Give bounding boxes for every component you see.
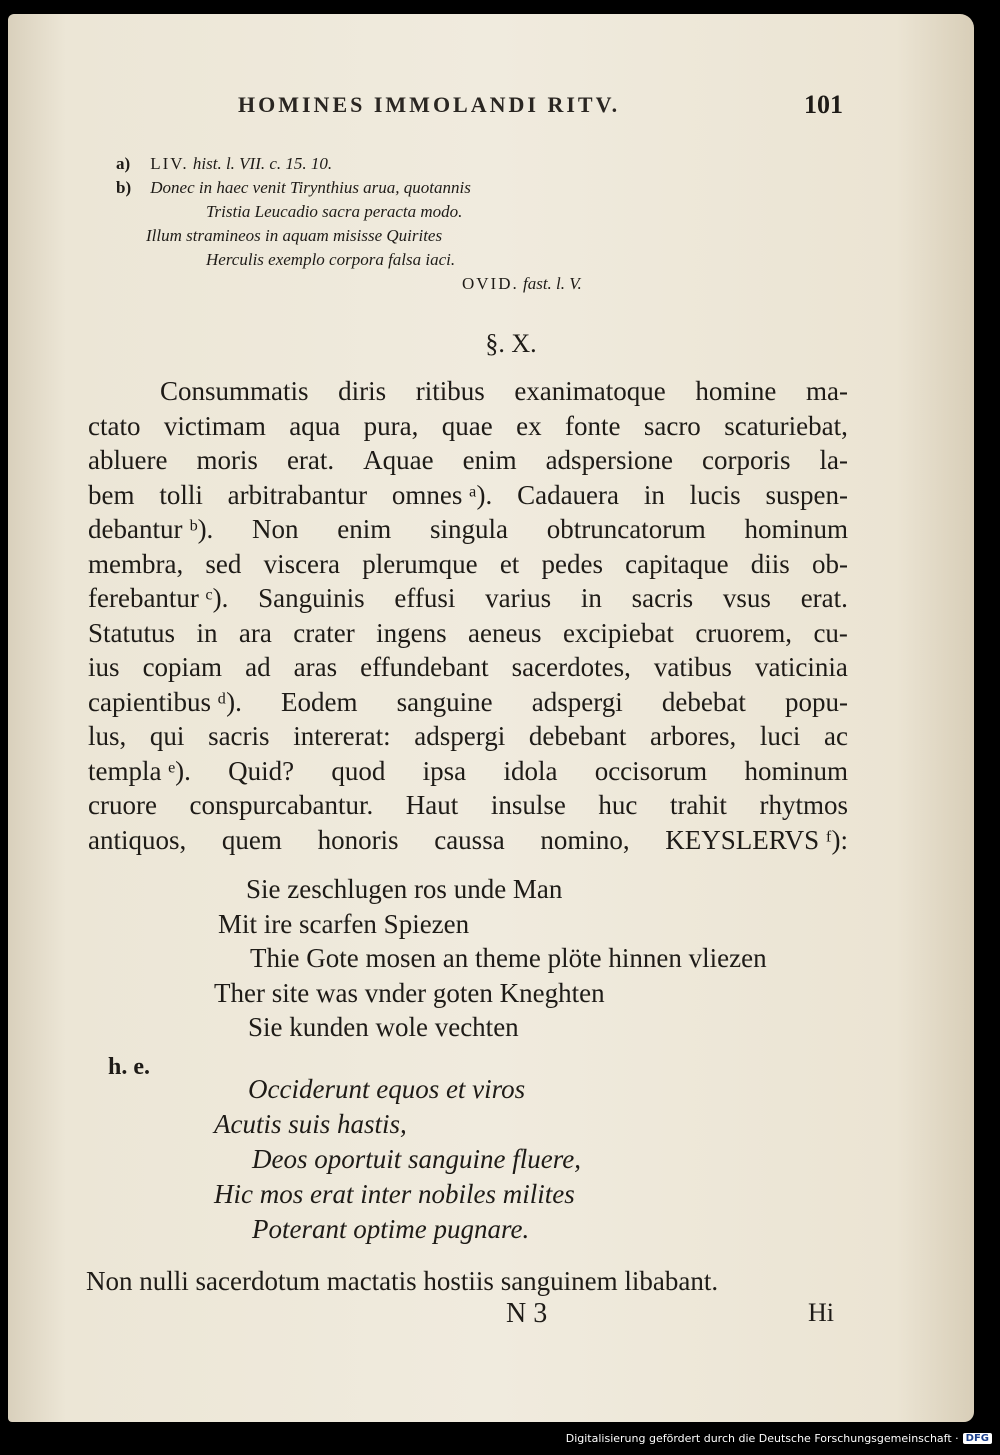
word: crater — [293, 617, 355, 648]
catchword: Hi — [808, 1298, 834, 1327]
footnote-reference: fast. l. V. — [523, 274, 582, 293]
word: KEYSLERVS ᶠ): — [665, 824, 848, 855]
word: debebat — [661, 686, 746, 717]
word: nomino, — [540, 824, 630, 855]
word: suspen- — [765, 479, 848, 510]
word: caussa — [434, 824, 505, 855]
body-line — [88, 754, 848, 789]
word: Sanguinis — [258, 583, 365, 613]
word: cruorem, — [695, 617, 793, 648]
word: aras — [293, 652, 338, 682]
word: cu- — [813, 617, 848, 648]
word: et — [499, 548, 520, 579]
word: Eodem — [281, 686, 358, 717]
word: varius — [485, 583, 552, 613]
word: copiam — [142, 652, 223, 682]
word: Consummatis — [160, 376, 309, 406]
word: Haut — [405, 790, 459, 820]
footnote-b — [116, 176, 676, 200]
word: vatibus — [653, 652, 732, 682]
word: ob- — [811, 548, 848, 579]
signature-mark: N 3 — [506, 1298, 548, 1329]
word: adspergi — [414, 721, 506, 751]
section-title: §. X. — [485, 329, 537, 358]
footnote-line: Donec in haec venit Tirynthius arua, quotannis — [150, 178, 471, 197]
word: vaticinia — [754, 652, 848, 682]
word: Aquae — [363, 445, 434, 475]
word: plerumque — [362, 548, 478, 579]
word: qui — [149, 721, 185, 751]
word: in — [580, 583, 602, 613]
word: insulse — [490, 790, 566, 820]
word: homine — [695, 376, 777, 406]
footnote-line: Herculis exemplo corpora falsa iaci. — [206, 250, 456, 269]
verse-line: Sie zeschlugen ros unde Man — [246, 874, 563, 904]
footnote-line: Tristia Leucadio sacra peracta modo. — [206, 202, 463, 221]
verse-line: Acutis suis hastis, — [214, 1109, 407, 1139]
body-line — [88, 374, 848, 409]
word: arbores, — [650, 721, 737, 751]
word: hominum — [744, 755, 848, 786]
word: in — [643, 479, 665, 510]
word: exanimatoque — [514, 376, 666, 406]
word: aqua — [289, 410, 341, 441]
word: membra, — [88, 548, 184, 579]
word: Statutus — [88, 617, 176, 648]
word: trahit — [669, 790, 727, 820]
word: sacris — [631, 583, 694, 613]
body-line — [88, 788, 848, 823]
word: cruore — [88, 790, 157, 820]
body-line — [88, 581, 848, 616]
word: debantur ᵇ). — [88, 514, 214, 544]
word: ctato — [88, 410, 141, 441]
word: scaturiebat, — [724, 410, 848, 441]
word: in — [196, 617, 218, 648]
body-line — [88, 823, 848, 858]
footnote-line: Illum stramineos in aquam misisse Quirites — [146, 226, 443, 245]
word: capitaque — [625, 548, 729, 579]
body-line — [88, 685, 848, 720]
footnote-author: OVID. — [462, 274, 519, 293]
body-line — [88, 650, 848, 685]
dfg-logo: DFG — [963, 1433, 992, 1444]
word: ritibus — [415, 376, 485, 406]
word: sanguine — [396, 686, 493, 717]
word: idola — [503, 755, 558, 786]
footnote-citation — [116, 272, 676, 296]
word: bem — [88, 479, 135, 510]
digitization-credit — [566, 1432, 992, 1445]
body-line — [88, 443, 848, 478]
word: hominum — [744, 514, 848, 544]
word: ex — [516, 410, 542, 441]
word: adspersione — [545, 445, 674, 475]
word: diris — [338, 376, 387, 406]
word: viscera — [263, 548, 341, 579]
word: tolli — [159, 479, 203, 510]
word: enim — [337, 514, 392, 544]
word: antiquos, — [88, 824, 187, 855]
body-line — [88, 409, 848, 444]
he-label: h. e. — [108, 1054, 150, 1080]
body-line — [88, 547, 848, 582]
word: quae — [441, 410, 493, 441]
word: diis — [750, 548, 790, 579]
verse-line: Sie kunden wole vechten — [248, 1012, 519, 1042]
verse-line: Hic mos erat inter nobiles milites — [214, 1179, 575, 1209]
closing-line: Non nulli sacerdotum mactatis hostiis sanguinem libabant. — [86, 1266, 719, 1296]
verse-line: Deos oportuit sanguine fluere, — [252, 1144, 581, 1174]
word: arbitrabantur — [227, 479, 368, 510]
body-line — [88, 478, 848, 513]
footnotes — [116, 152, 676, 296]
word: Quid? — [228, 755, 295, 786]
word: moris — [196, 445, 258, 475]
footnote-marker: a) — [116, 154, 131, 173]
word: effundebant — [360, 652, 489, 682]
verse-line: Ther site was vnder goten Kneghten — [214, 977, 605, 1008]
word: ma- — [805, 376, 848, 406]
word: abluere — [88, 445, 168, 475]
word: quem — [221, 824, 282, 855]
word: victimam — [163, 410, 266, 441]
word: popu- — [784, 686, 848, 717]
word: ara — [238, 617, 272, 648]
footnote-a — [116, 152, 676, 176]
verse-line: Thie Gote mosen an theme plöte hinnen vliezen — [250, 943, 767, 973]
body-paragraph — [88, 374, 848, 857]
word: sed — [205, 548, 242, 579]
word: capientibus ᵈ). — [88, 686, 242, 717]
word: sacro — [643, 410, 701, 441]
word: corporis — [702, 445, 791, 475]
body-line — [88, 719, 848, 754]
book-page — [8, 14, 974, 1422]
word: lus, — [88, 721, 127, 751]
word: intererat: — [293, 721, 391, 751]
verse-line: Poterant optime pugnare. — [252, 1214, 530, 1244]
verse-line: Occiderunt equos et viros — [248, 1074, 526, 1104]
page-number: 101 — [804, 90, 843, 119]
word: Non — [252, 514, 299, 544]
word: sacris — [208, 721, 270, 751]
word: aeneus — [468, 617, 542, 648]
word: pedes — [541, 548, 603, 579]
footnote-author: LIV. — [150, 154, 189, 173]
word: luci — [759, 721, 801, 751]
word: erat. — [800, 583, 848, 613]
footnote-marker: b) — [116, 178, 132, 197]
word: Cadauera — [517, 479, 620, 510]
word: ac — [824, 721, 848, 751]
word: adspergi — [531, 686, 623, 717]
word: ad — [245, 652, 271, 682]
word: ius — [88, 652, 120, 682]
word: lucis — [689, 479, 741, 510]
word: rhytmos — [759, 790, 848, 820]
word: debebant — [528, 721, 627, 751]
word: pura, — [363, 410, 419, 441]
word: fonte — [564, 410, 621, 441]
word: singula — [430, 514, 509, 544]
word: templa ᵉ). — [88, 755, 191, 786]
body-line — [88, 616, 848, 651]
footnote-reference: hist. l. VII. c. 15. 10. — [192, 154, 333, 173]
word: honoris — [317, 824, 399, 855]
word: obtruncatorum — [546, 514, 706, 544]
word: ipsa — [422, 755, 467, 786]
running-head: HOMINES IMMOLANDI RITV. — [238, 92, 621, 117]
credit-text: Digitalisierung gefördert durch die Deutsche Forschungsgemeinschaft · — [565, 1432, 959, 1445]
word: vsus — [722, 583, 771, 613]
word: huc — [598, 790, 638, 820]
word: quod — [331, 755, 386, 786]
word: ferebantur ᶜ). — [88, 583, 229, 613]
body-line — [88, 512, 848, 547]
word: erat. — [286, 445, 335, 475]
word: sacerdotes, — [511, 652, 631, 682]
word: enim — [462, 445, 517, 475]
word: occisorum — [594, 755, 708, 786]
word: omnes ᵃ). — [391, 479, 493, 510]
word: la- — [819, 445, 848, 475]
verse-line: Mit ire scarfen Spiezen — [218, 908, 470, 939]
word: conspurcabantur. — [189, 790, 374, 820]
word: ingens — [376, 617, 447, 648]
word: effusi — [394, 583, 456, 613]
word: excipiebat — [562, 617, 674, 648]
